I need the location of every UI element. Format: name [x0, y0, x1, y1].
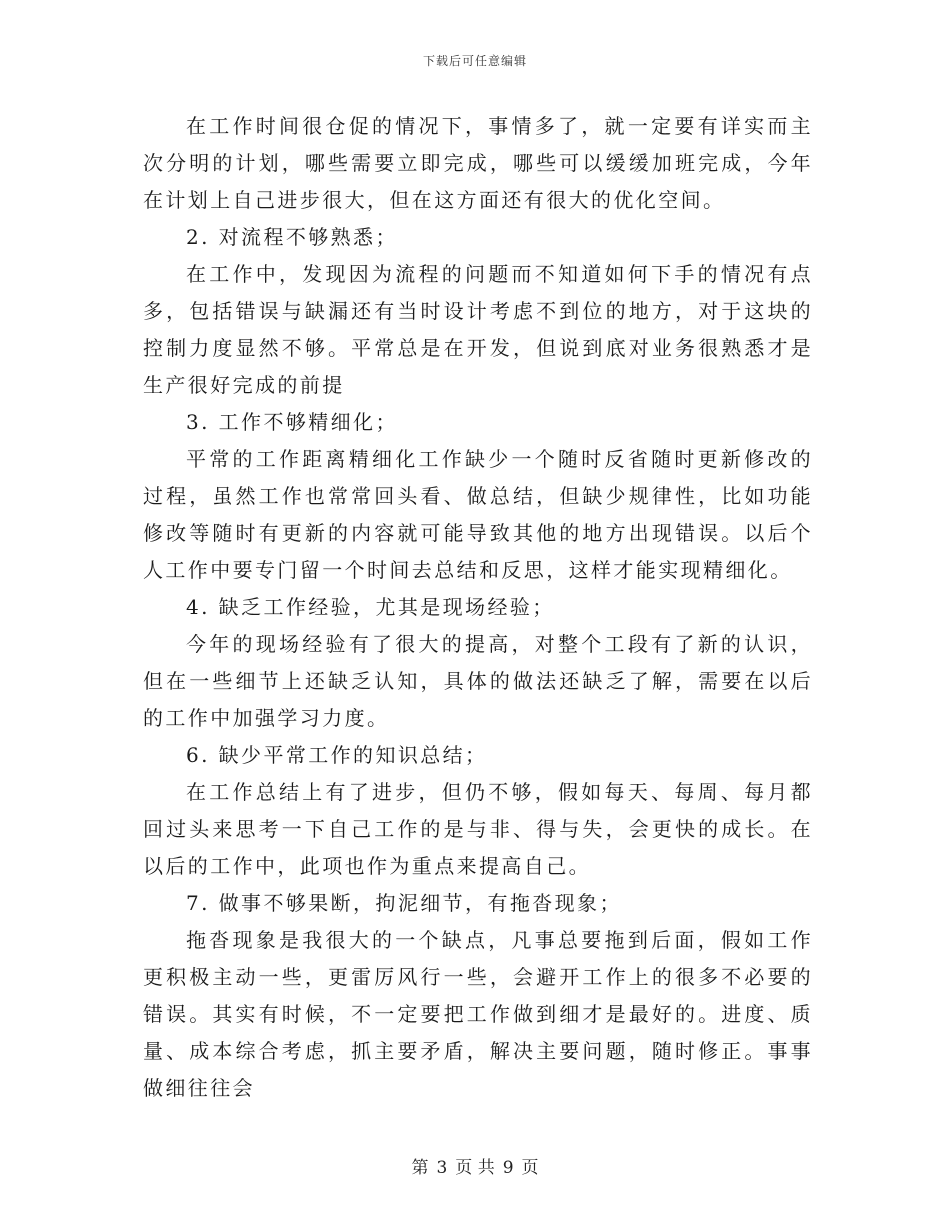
heading-item-7: 7. 做事不够果断，拘泥细节，有拖沓现象；	[186, 891, 622, 915]
page-label-middle: 页 共	[455, 1158, 495, 1178]
page-label-prefix: 第	[411, 1158, 429, 1178]
paragraph-summary: 在工作总结上有了进步，但仍不够，假如每天、每周、每月都回过头来思考一下自己工作的是与非、得与失，会更快的成长。在以后的工作中，此项也作为重点来提高自己。	[143, 780, 813, 878]
paragraph-refinement: 平常的工作距离精细化工作缺少一个随时反省随时更新修改的过程，虽然工作也常常回头看、做总结，但缺少规律性，比如功能修改等随时有更新的内容就可能导致其他的地方出现错误。以后个人工作中要专门留一个时间去总结和反思，这样才能实现精细化。	[143, 447, 813, 582]
page-header: 下载后可任意编辑	[422, 54, 527, 68]
heading-item-4: 4. 缺乏工作经验，尤其是现场经验；	[186, 595, 555, 619]
paragraph-procrastination: 拖沓现象是我很大的一个缺点，凡事总要拖到后面，假如工作更积极主动一些，更雷厉风行一些，会避开工作上的很多不必要的错误。其实有时候，不一定要把工作做到细才是最好的。进度、质量、成本综合考虑，抓主要矛盾，解决主要问题，随时修正。事事做细往往会	[143, 928, 813, 1100]
current-page-number: 3	[436, 1158, 448, 1178]
heading-item-3: 3. 工作不够精细化；	[186, 410, 398, 434]
paragraph-process: 在工作中，发现因为流程的问题而不知道如何下手的情况有点多，包括错误与缺漏还有当时设计考虑不到位的地方，对于这块的控制力度显然不够。平常总是在开发，但说到底对业务很熟悉才是生产很好完成的前提	[143, 262, 813, 397]
paragraph-experience: 今年的现场经验有了很大的提高，对整个工段有了新的认识，但在一些细节上还缺乏认知，具体的做法还缺乏了解，需要在以后的工作中加强学习力度。	[143, 632, 813, 730]
page-label-suffix: 页	[521, 1158, 539, 1178]
paragraph-planning: 在工作时间很仓促的情况下，事情多了，就一定要有详实而主次分明的计划，哪些需要立即完成，哪些可以缓缓加班完成，今年在计划上自己进步很大，但在这方面还有很大的优化空间。	[143, 114, 813, 212]
total-pages-number: 9	[502, 1158, 514, 1178]
document-body	[143, 108, 813, 1107]
heading-item-2: 2. 对流程不够熟悉；	[186, 225, 398, 249]
page-footer	[0, 1153, 950, 1178]
heading-item-6: 6. 缺少平常工作的知识总结；	[186, 743, 488, 767]
